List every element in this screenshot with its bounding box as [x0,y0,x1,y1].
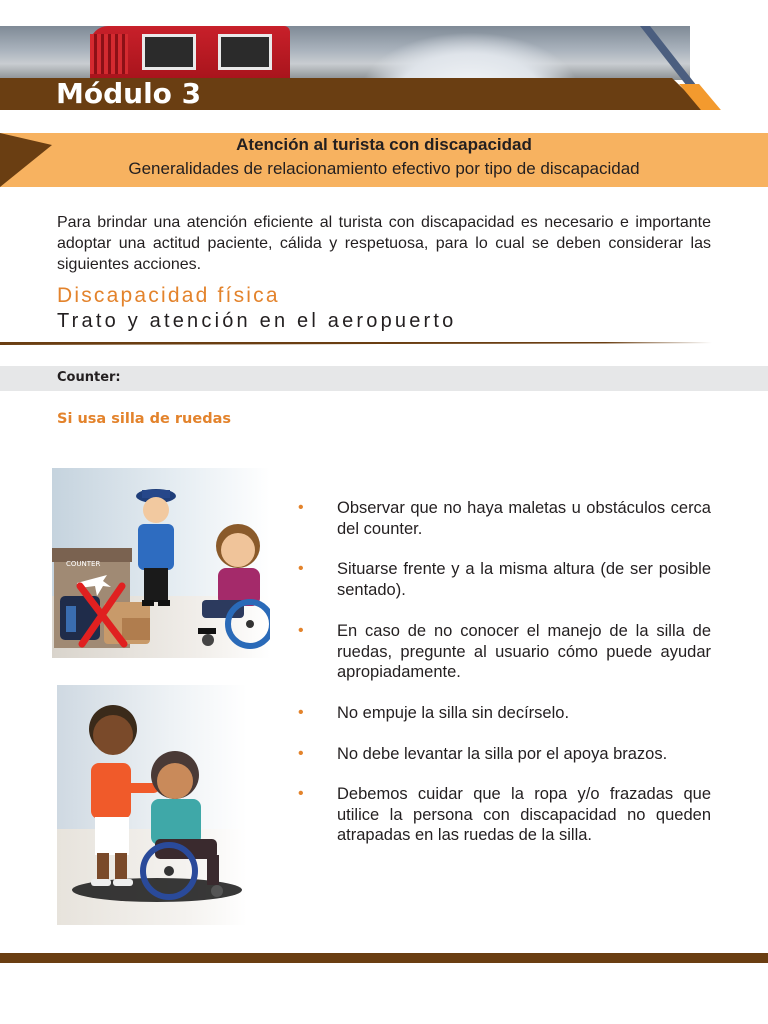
bullet-icon: • [298,560,304,577]
bullet-icon: • [298,499,304,516]
wheelchair-heading: Si usa silla de ruedas [57,411,231,427]
header-banner [0,26,768,116]
header-photo [0,26,690,80]
bullet-icon: • [298,785,304,802]
footer-bar [0,953,768,963]
wheelchair-assist-illustration [57,685,247,925]
counter-label: Counter: [57,370,121,385]
section-divider [0,342,712,345]
section-title: Discapacidad física [57,284,280,307]
counter-illustration [52,468,270,658]
train-graphic [90,26,290,80]
wheelchair-assist-graphic [57,685,247,925]
bullet-icon: • [298,704,304,721]
bullet-icon: • [298,745,304,762]
topic-title: Atención al turista con discapacidad [236,135,532,154]
list-item: • Observar que no haya maletas u obstáculos cerca del counter. [298,499,711,538]
module-title: Módulo 3 [56,77,202,110]
list-item: • No empuje la silla sin decírselo. [298,704,570,722]
mountain-graphic [360,32,580,80]
list-item: • Situarse frente y a la misma altura (de ser posible sentado). [298,560,711,599]
list-item: • No debe levantar la silla por el apoya brazos. [298,745,668,763]
list-item: • Debemos cuidar que la ropa y/o frazadas que utilice la persona con discapacidad no queden atrapadas en las ruedas de la silla. [298,785,711,844]
section-subtitle: Trato y atención en el aeropuerto [57,310,457,332]
counter-scene-graphic [52,468,270,658]
bullet-icon: • [298,622,304,639]
intro-paragraph: Para brindar una atención eficiente al turista con discapacidad es necesario e importante adoptar una actitud paciente, cálida y respetuosa, para lo cual se deben considerar las siguientes acciones. [57,214,711,273]
counter-sign-text: COUNTER [66,560,101,568]
list-item: • En caso de no conocer el manejo de la silla de ruedas, pregunte al usuario cómo puede ayudar apropiadamente. [298,622,711,681]
topic-subtitle: Generalidades de relacionamiento efectivo por tipo de discapacidad [128,159,640,178]
